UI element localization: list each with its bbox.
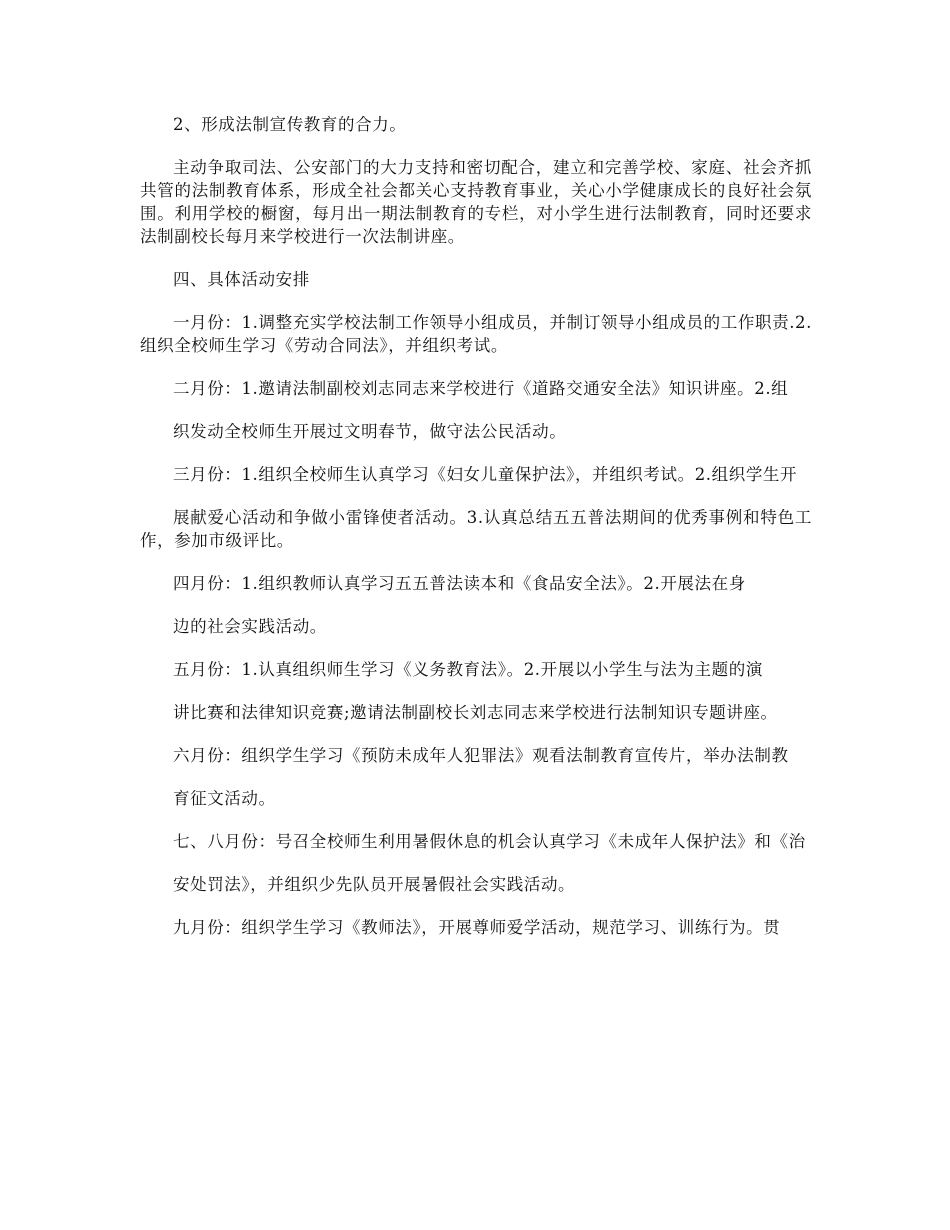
paragraph-february: 二月份：1.邀请法制副校刘志同志来学校进行《道路交通安全法》知识讲座。2.组 — [173, 379, 789, 398]
paragraph-june-continued: 育征文活动。 — [173, 789, 276, 808]
paragraph-january: 一月份：1.调整充实学校法制工作领导小组成员，并制订领导小组成员的工作职责.2.组织全校师生学习《劳动合同法》，并组织考试。 — [140, 313, 812, 355]
paragraph-march: 三月份：1.组织全校师生认真学习《妇女儿童保护法》，并组织考试。2.组织学生开 — [173, 465, 798, 484]
paragraph-march-continued: 展献爱心活动和争做小雷锋使者活动。3.认真总结五五普法期间的优秀事例和特色工作，参加市级评比。 — [140, 508, 812, 550]
paragraph-september: 九月份：组织学生学习《教师法》，开展尊师爱学活动，规范学习、训练行为。贯 — [173, 918, 781, 937]
paragraph-june: 六月份：组织学生学习《预防未成年人犯罪法》观看法制教育宣传片，举办法制教 — [173, 746, 789, 765]
paragraph-cooperation: 主动争取司法、公安部门的大力支持和密切配合，建立和完善学校、家庭、社会齐抓共管的法制教育体系，形成全社会都关心支持教育事业，关心小学健康成长的良好社会氛围。利用学校的橱窗，每月出一期法制教育的专栏，对小学生进行法制教育，同时还要求法制副校长每月来学校进行一次法制讲座。 — [140, 158, 812, 246]
paragraph-april-continued: 边的社会实践活动。 — [173, 617, 327, 636]
paragraph-section-heading-2: 2、形成法制宣传教育的合力。 — [173, 115, 407, 134]
paragraph-february-continued: 织发动全校师生开展过文明春节，做守法公民活动。 — [173, 422, 567, 441]
document-body — [140, 113, 812, 959]
paragraph-july-august: 七、八月份：号召全校师生利用暑假休息的机会认真学习《未成年人保护法》和《治 — [173, 832, 806, 851]
paragraph-section-heading-4: 四、具体活动安排 — [173, 270, 310, 289]
paragraph-april: 四月份：1.组织教师认真学习五五普法读本和《食品安全法》。2.开展法在身 — [173, 574, 746, 593]
paragraph-may-continued: 讲比赛和法律知识竞赛;邀请法制副校长刘志同志来学校进行法制知识专题讲座。 — [173, 703, 778, 722]
paragraph-july-august-continued: 安处罚法》，并组织少先队员开展暑假社会实践活动。 — [173, 875, 576, 894]
paragraph-may: 五月份：1.认真组织师生学习《义务教育法》。2.开展以小学生与法为主题的演 — [173, 660, 763, 679]
